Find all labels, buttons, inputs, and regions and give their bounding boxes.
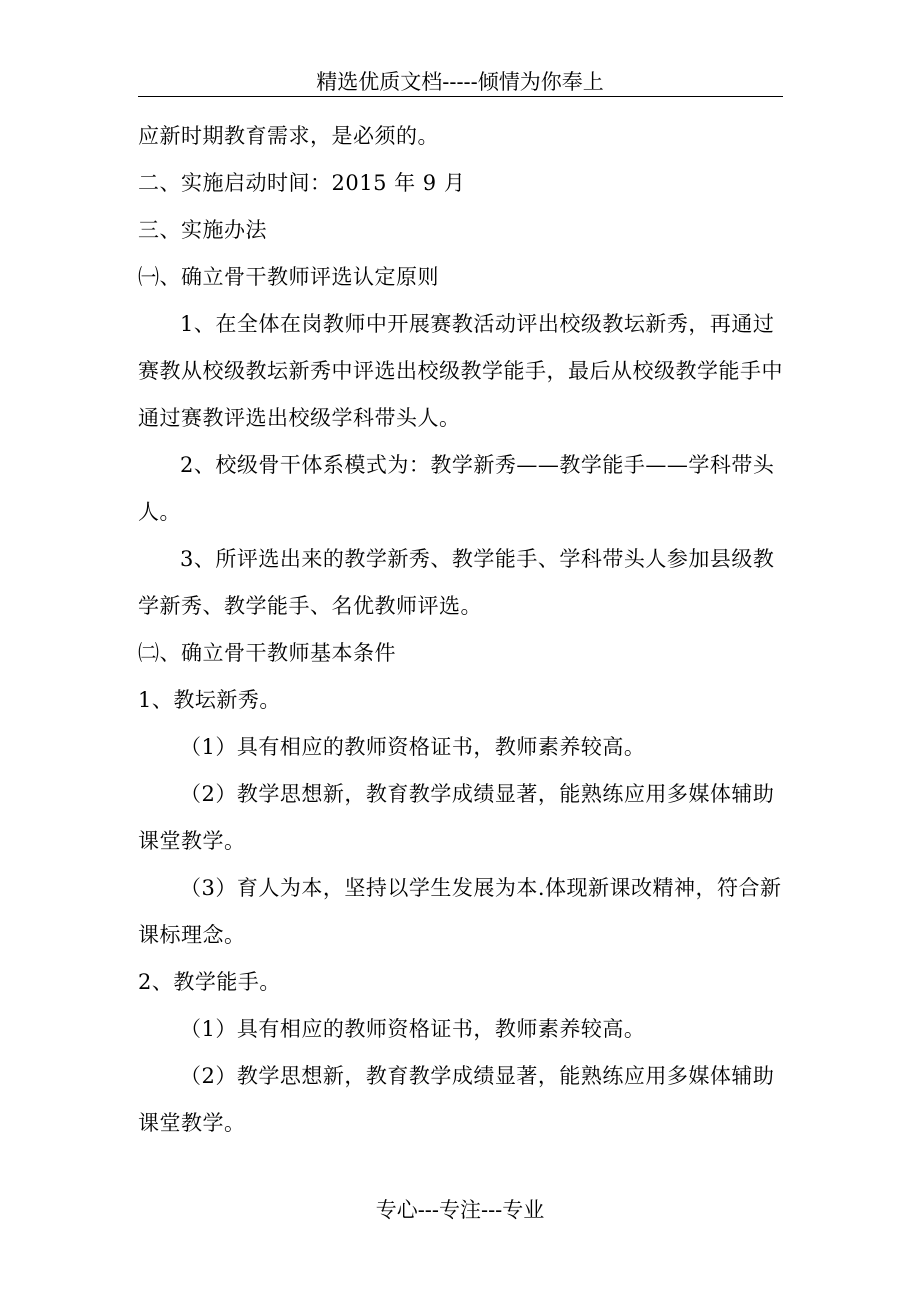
paragraph-12: （3）育人为本，坚持以学生发展为本.体现新课改精神，符合新课标理念。: [138, 876, 782, 947]
document-body: [138, 113, 783, 1147]
paragraph-2: 二、实施启动时间：2015 年 9 月: [138, 171, 466, 195]
paragraph-15: （2）教学思想新，教育教学成绩显著，能熟练应用多媒体辅助课堂教学。: [138, 1064, 775, 1135]
paragraph-8: ㈡、确立骨干教师基本条件: [138, 641, 396, 665]
paragraph-9: 1、教坛新秀。: [138, 688, 281, 712]
page-header: 精选优质文档-----倾情为你奉上: [316, 70, 604, 94]
paragraph-1: 应新时期教育需求，是必须的。: [138, 124, 439, 148]
paragraph-6: 2、校级骨干体系模式为：教学新秀——教学能手——学科带头人。: [138, 453, 775, 524]
paragraph-14: （1）具有相应的教师资格证书，教师素养较高。: [180, 1017, 646, 1041]
paragraph-3: 三、实施办法: [138, 218, 267, 242]
paragraph-13: 2、教学能手。: [138, 970, 281, 994]
paragraph-5: 1、在全体在岗教师中开展赛教活动评出校级教坛新秀，再通过赛教从校级教坛新秀中评选出校级教学能手，最后从校级教学能手中通过赛教评选出校级学科带头人。: [138, 312, 783, 430]
header-rule: [138, 96, 783, 97]
paragraph-4: ㈠、确立骨干教师评选认定原则: [138, 265, 439, 289]
paragraph-7: 3、所评选出来的教学新秀、教学能手、学科带头人参加县级教学新秀、教学能手、名优教师评选。: [138, 547, 775, 618]
paragraph-11: （2）教学思想新，教育教学成绩显著，能熟练应用多媒体辅助课堂教学。: [138, 782, 775, 853]
page-footer: 专心---专注---专业: [375, 1198, 545, 1222]
paragraph-10: （1）具有相应的教师资格证书，教师素养较高。: [180, 735, 646, 759]
